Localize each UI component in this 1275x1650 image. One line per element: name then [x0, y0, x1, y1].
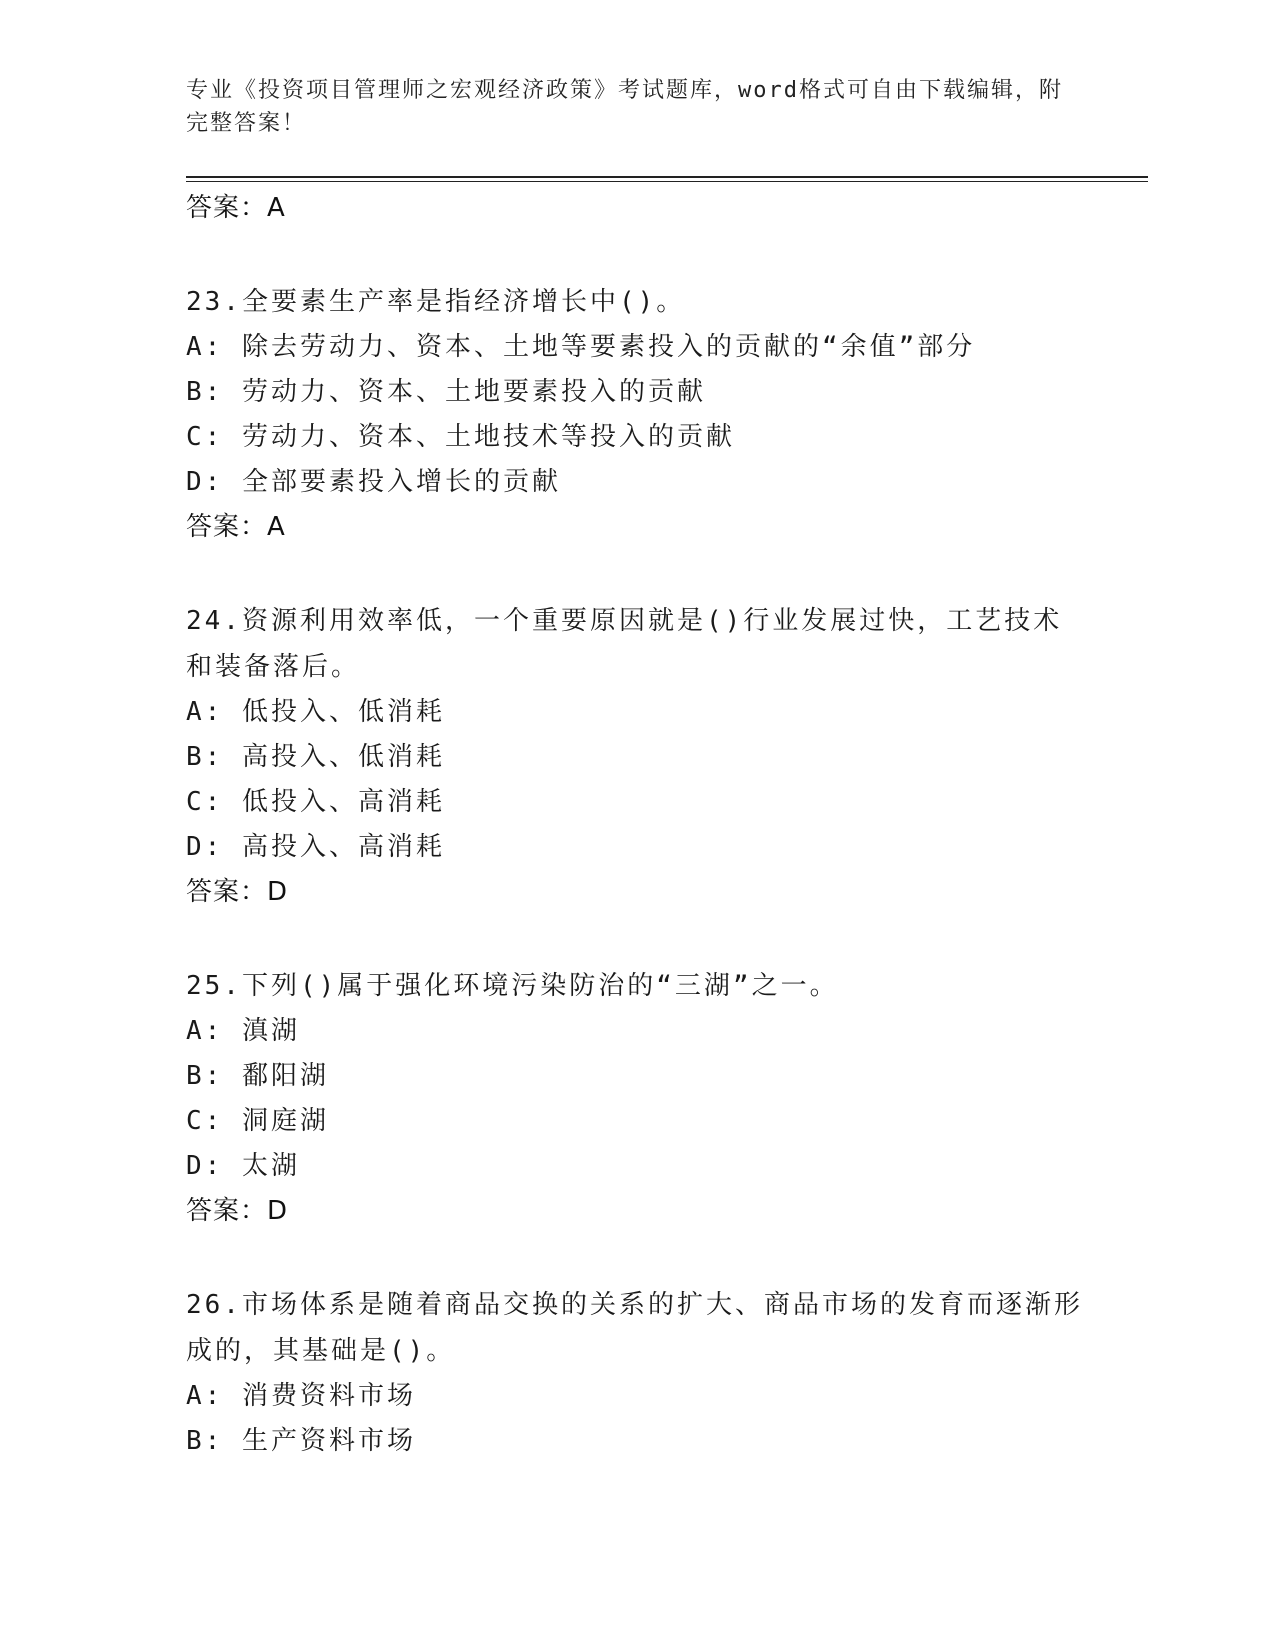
header-divider-thin [186, 181, 1148, 182]
question-stem: 25.下列()属于强化环境污染防治的“三湖”之一。 [186, 971, 839, 1001]
question-24 [186, 598, 1086, 915]
question-stem: 24.资源利用效率低，一个重要原因就是()行业发展过快，工艺技术和装备落后。 [186, 606, 1063, 682]
option-b: B: 生产资料市场 [186, 1426, 416, 1456]
header-divider-thick [186, 176, 1148, 178]
answer-label: 答案：D [186, 877, 289, 907]
option-b: B: 鄱阳湖 [186, 1061, 329, 1091]
option-a: A: 除去劳动力、资本、土地等要素投入的贡献的“余值”部分 [186, 332, 976, 362]
option-d: D: 全部要素投入增长的贡献 [186, 467, 561, 497]
document-header: 专业《投资项目管理师之宏观经济政策》考试题库，word格式可自由下载编辑，附完整答案！ [186, 78, 1063, 136]
question-list [186, 186, 1086, 1464]
question-stem: 23.全要素生产率是指经济增长中()。 [186, 287, 686, 317]
option-d: D: 太湖 [186, 1151, 300, 1181]
answer-label: 答案：A [186, 193, 286, 223]
option-a: A: 低投入、低消耗 [186, 697, 445, 727]
question-stem: 26.市场体系是随着商品交换的关系的扩大、商品市场的发育而逐渐形成的，其基础是()。 [186, 1290, 1083, 1366]
question-25 [186, 963, 1086, 1234]
answer-label: 答案：D [186, 1196, 289, 1226]
question-23 [186, 279, 1086, 550]
option-b: B: 劳动力、资本、土地要素投入的贡献 [186, 377, 706, 407]
option-a: A: 滇湖 [186, 1016, 300, 1046]
option-c: C: 洞庭湖 [186, 1106, 329, 1136]
option-c: C: 劳动力、资本、土地技术等投入的贡献 [186, 422, 735, 452]
option-a: A: 消费资料市场 [186, 1381, 416, 1411]
answer-label: 答案：A [186, 512, 286, 542]
option-d: D: 高投入、高消耗 [186, 832, 445, 862]
option-c: C: 低投入、高消耗 [186, 787, 445, 817]
option-b: B: 高投入、低消耗 [186, 742, 445, 772]
question-26 [186, 1282, 1086, 1464]
